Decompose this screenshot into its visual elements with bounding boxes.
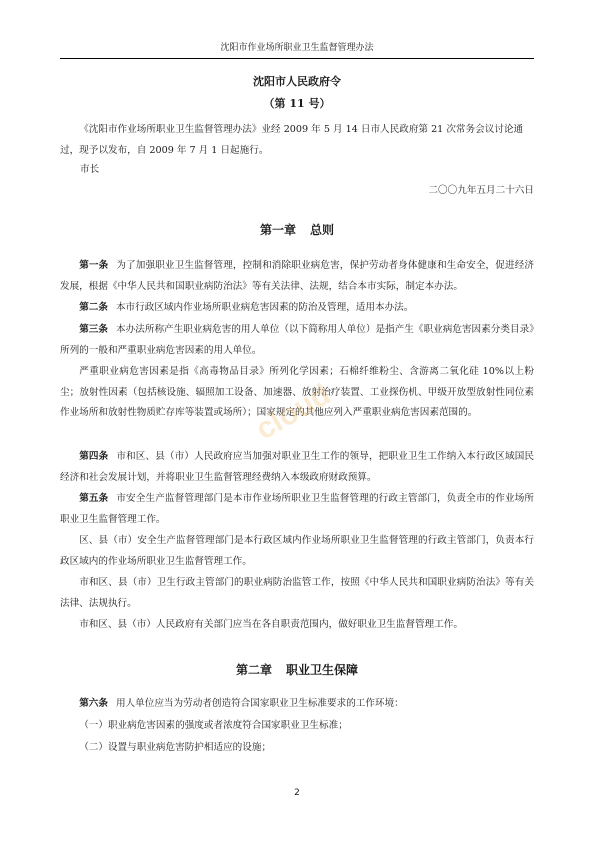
article-3	[60, 320, 534, 361]
article-text: 市和区、县（市）卫生行政主管部门的职业病防治监管工作，按照《中华人民共和国职业病防治法》等有关法律、法规执行。	[60, 577, 534, 609]
decree-issuer: 沈阳市人民政府令	[253, 75, 341, 88]
article-text: 为了加强职业卫生监督管理，控制和消除职业病危害，保护劳动者身体健康和生命安全，促进经济发展，根据《中华人民共和国职业病防治法》等有关法律、法规，结合本市实际，制定本办法。	[60, 260, 535, 292]
article-5-para-2	[60, 531, 534, 572]
chapter-2-heading	[60, 662, 534, 678]
article-text: 用人单位应当为劳动者创造符合国家职业卫生标准要求的工作环境：	[115, 698, 404, 709]
decree-body: 《沈阳市作业场所职业卫生监督管理办法》业经 2009 年 5 月 14 日市人民政府第 21 次常务会议讨论通过，现予以发布，自 2009 年 7 月 1 日起施行。	[60, 124, 524, 156]
running-header: 沈阳市作业场所职业卫生监督管理办法	[220, 43, 374, 53]
article-text: 本办法所称产生职业病危害的用人单位（以下简称用人单位）是指产生《职业病危害因素分类目录》所列的一般和严重职业病危害因素的用人单位。	[60, 324, 534, 356]
article-6	[60, 694, 534, 715]
article-3-para-2	[60, 362, 534, 424]
article-text: 严重职业病危害因素是指《高毒物品目录》所列化学因素；石棉纤维粉尘、含游离二氧化硅 10%以上粉尘；放射性因素（包括核设施、辐照加工设备、加速器、放射治疗装置、工业探伤机、甲级开放型放射性同位素作业场所和放射性物质贮存库等装置或场所）；国家规定的其他应列入严重职业病危害因素范围的。	[60, 366, 534, 418]
article-label: 第三条	[79, 324, 109, 335]
chapter-2-title: 职业卫生保障	[286, 663, 359, 677]
article-label: 第四条	[79, 451, 109, 462]
decree-signer: 市长	[80, 164, 100, 175]
chapter-2-number: 第二章	[235, 663, 272, 677]
decree-date: 二〇〇九年五月二十六日	[428, 185, 534, 196]
decree-number: （第 11 号）	[263, 97, 331, 110]
article-1	[60, 256, 534, 297]
chapter-1-number: 第一章	[259, 223, 296, 237]
article-label: 第六条	[79, 698, 108, 709]
article-5-para-4	[60, 615, 534, 636]
article-text: 市安全生产监督管理部门是本市作业场所职业卫生监督管理的行政主管部门，负责全市的作业场所职业卫生监督管理工作。	[60, 493, 535, 525]
article-text: 本市行政区域内作业场所职业病危害因素的防治及管理，适用本办法。	[115, 302, 414, 313]
article-6-item-1: （一）职业病危害因素的强度或者浓度符合国家职业卫生标准；	[79, 720, 348, 731]
article-label: 第一条	[79, 260, 109, 271]
article-label: 第二条	[79, 302, 108, 313]
page-number: 2	[294, 788, 300, 798]
chapter-1-heading	[60, 222, 534, 238]
watermark-text: cloud	[250, 377, 337, 447]
article-text: 区、县（市）安全生产监督管理部门是本行政区域内作业场所职业卫生监督管理的行政主管部门，负责本行政区域内的作业场所职业卫生监督管理工作。	[60, 535, 534, 567]
article-label: 第五条	[79, 493, 109, 504]
article-text: 市和区、县（市）人民政府有关部门应当在各自职责范围内，做好职业卫生监督管理工作。	[79, 619, 463, 630]
article-2	[60, 298, 534, 319]
header-rule	[60, 58, 534, 59]
article-5-para-3	[60, 573, 534, 614]
chapter-1-title: 总则	[310, 223, 335, 237]
article-text: 市和区、县（市）人民政府应当加强对职业卫生工作的领导，把职业卫生工作纳入本行政区域国民经济和社会发展计划，并将职业卫生监督管理经费纳入本级政府财政预算。	[60, 451, 535, 483]
article-4	[60, 447, 534, 488]
article-5	[60, 489, 534, 530]
article-6-item-2: （二）设置与职业病危害防护相适应的设施；	[79, 742, 272, 753]
